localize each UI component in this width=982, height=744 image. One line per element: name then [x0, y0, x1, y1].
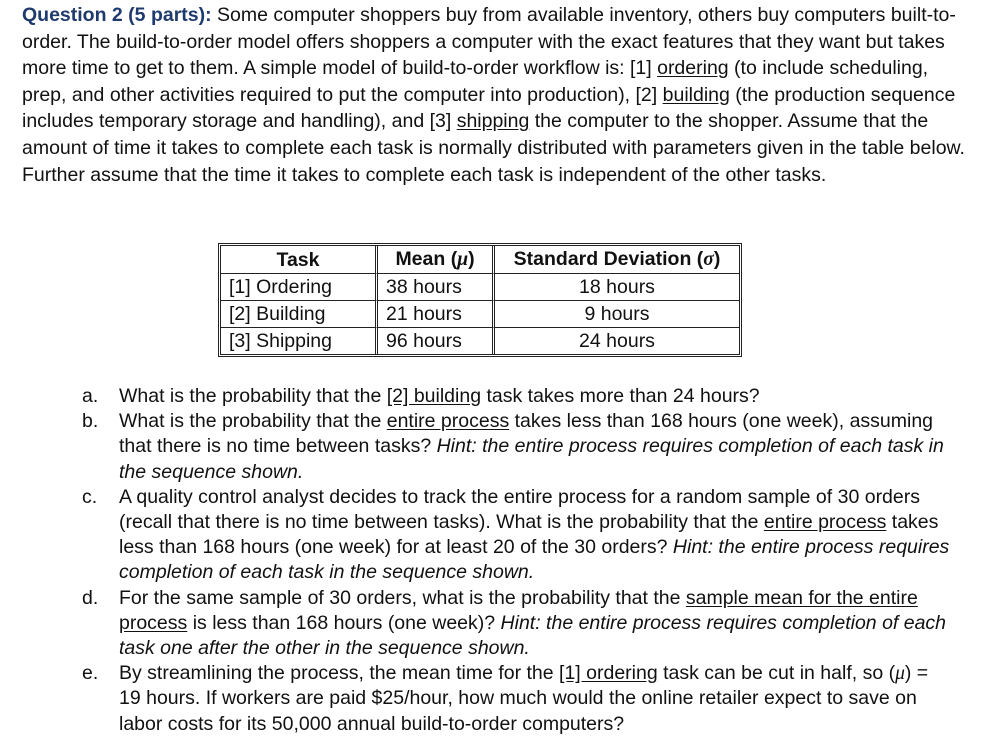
- sd-cell: 9 hours: [495, 301, 739, 328]
- part-text: What is the probability that the: [119, 385, 387, 407]
- task-cell: [3] Shipping: [221, 328, 378, 354]
- underlined-term: [1] ordering: [559, 662, 658, 685]
- building-term: building: [662, 83, 730, 106]
- part-a: [82, 384, 952, 409]
- sigma-symbol: σ: [703, 249, 714, 270]
- part-text: A quality control analyst decides to track the entire process for a random sample of 30 orders (recall that there is no time between tasks). What is the probability that the: [119, 485, 920, 534]
- table-header-row: [221, 246, 739, 274]
- intro-text-1: Some computer shoppers buy from available inventory, others buy computers built-to-order. The build-to-order model offers shoppers a computer with the exact features that they want but takes more time to get to them. A simple model of build-to-order workflow is: [1]: [22, 4, 956, 80]
- mean-cell: 21 hours: [378, 301, 495, 328]
- mu-symbol: μ: [457, 249, 469, 270]
- part-text: By streamlining the process, the mean time for the: [119, 662, 560, 685]
- part-text: takes less than 168 hours (one week) for at least 20 of the 30 orders?: [119, 511, 939, 559]
- part-a-text: [119, 384, 952, 409]
- hint-text: Hint: the entire process requires completion of each task one after the other in the sequence shown.: [119, 611, 947, 660]
- hint-text: Hint: the entire process requires completion of each task in the sequence shown.: [119, 536, 950, 584]
- part-text: ) = 19 hours. If workers are paid $25/hour, how much would the online retailer expect to save on labor costs for its 50,000 annual build-to-order computers?: [119, 662, 929, 735]
- part-text: What is the probability that the: [119, 410, 387, 433]
- sd-cell: 24 hours: [579, 330, 655, 352]
- underlined-term: entire process: [386, 410, 510, 433]
- task-cell: [2] Building: [221, 301, 378, 328]
- part-text: is less than 168 hours (one week)?: [187, 611, 501, 634]
- part-letter: a.: [82, 385, 99, 407]
- part-d: [82, 586, 952, 662]
- task-cell: [1] Ordering: [221, 274, 378, 301]
- part-c: [82, 485, 952, 586]
- header-mean: [378, 246, 495, 274]
- intro-text-2: (to include scheduling, prep, and other activities required to put the computer into production), [2]: [22, 57, 929, 106]
- header-sd-suffix: ): [713, 248, 721, 270]
- intro-text-4: the computer to the shopper. Assume that the amount of time it takes to complete each task is normally distributed with parameters given in the table below. Further assume that the time it takes to complete each task is independent of the other tasks.: [22, 110, 965, 186]
- header-sd: [495, 246, 739, 274]
- underlined-term: entire process: [763, 511, 887, 534]
- table-row: [221, 274, 739, 301]
- question-intro: [22, 2, 967, 188]
- part-text: task can be cut in half, so (: [657, 662, 896, 685]
- question-parts-list: [82, 384, 952, 737]
- underlined-term: sample mean for the entire process: [119, 586, 918, 634]
- part-b-text: [119, 409, 952, 485]
- part-e-text: [119, 661, 952, 737]
- intro-text-3: (the production sequence includes temporary storage and handling), and [3]: [22, 83, 956, 133]
- header-sd-prefix: Standard Deviation (: [513, 248, 704, 270]
- part-text: For the same sample of 30 orders, what is the probability that the: [119, 586, 686, 609]
- ordering-term: ordering: [657, 57, 729, 80]
- mu-symbol: μ: [895, 663, 905, 685]
- header-mean-prefix: Mean (: [395, 248, 458, 270]
- part-text: takes less than 168 hours (one week), assuming that there is no time between tasks?: [119, 410, 934, 458]
- table-row: [221, 301, 739, 328]
- mean-cell: 38 hours: [378, 274, 495, 301]
- part-c-text: [119, 485, 952, 586]
- part-letter: b.: [82, 410, 99, 433]
- part-letter: c.: [82, 485, 98, 508]
- part-text: task takes more than 24 hours?: [481, 385, 760, 407]
- hint-text: Hint: the entire process requires completion of each task in the sequence shown.: [119, 435, 944, 483]
- part-d-text: [119, 586, 952, 662]
- header-mean-suffix: ): [468, 248, 475, 270]
- part-letter: d.: [82, 586, 99, 609]
- header-task: Task: [221, 246, 378, 274]
- part-letter: e.: [82, 662, 99, 685]
- question-heading: Question 2 (5 parts):: [22, 4, 212, 26]
- mean-cell: 96 hours: [378, 328, 495, 354]
- shipping-term: shipping: [456, 110, 530, 133]
- underlined-term: [2] building: [386, 385, 482, 407]
- part-e: [82, 661, 952, 737]
- task-parameters-table: [218, 243, 742, 357]
- table-row: [221, 328, 739, 354]
- sd-cell: 18 hours: [495, 274, 739, 301]
- part-b: [82, 409, 952, 485]
